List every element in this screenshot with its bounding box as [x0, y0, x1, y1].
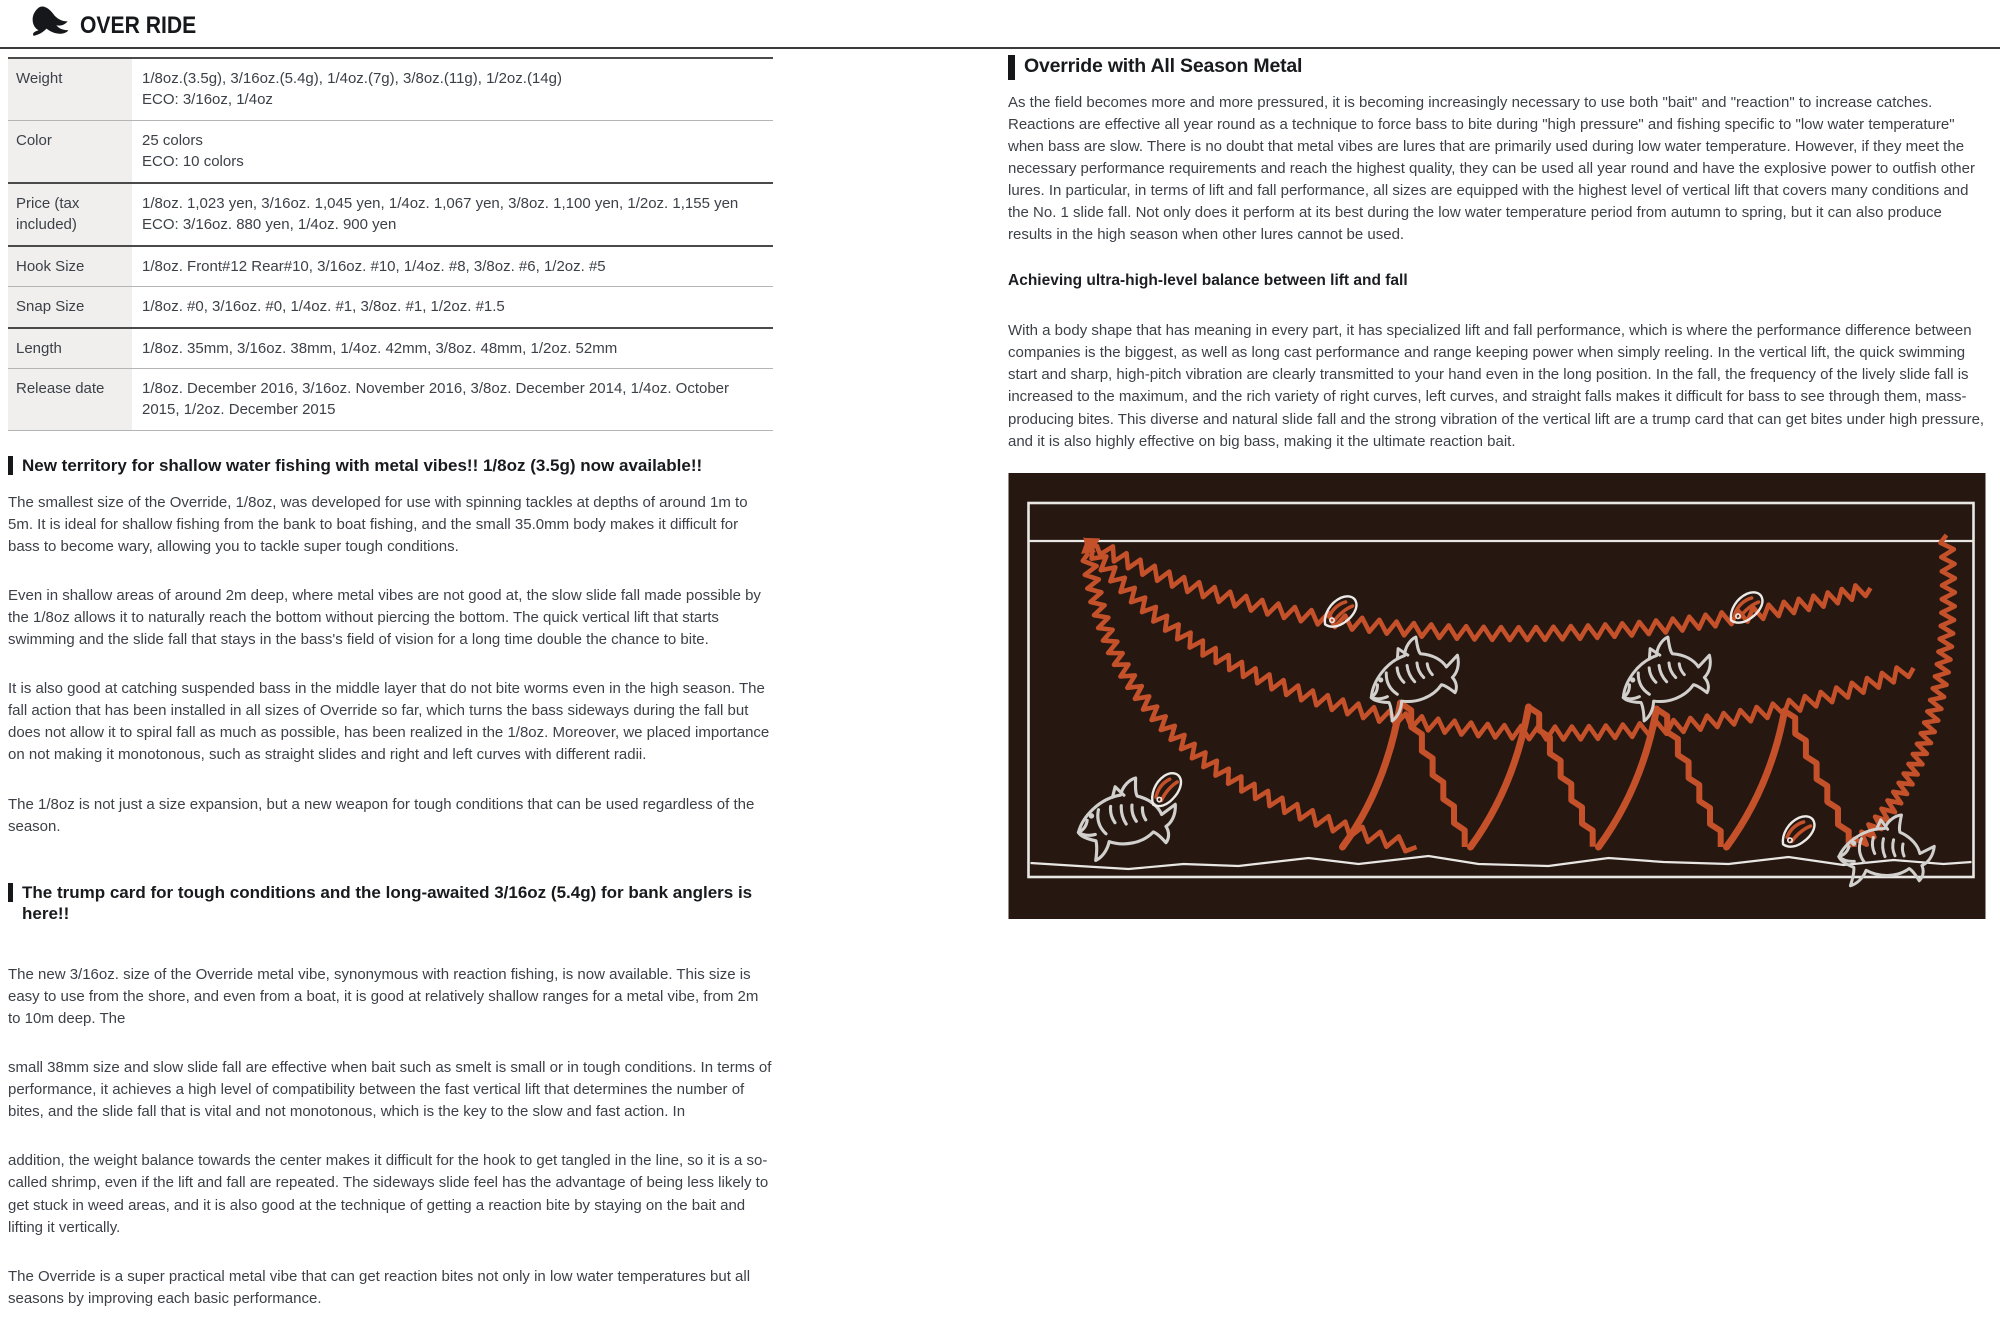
- paragraph: Even in shallow areas of around 2m deep, where metal vibes are not good at, the slow slide fall made possible by the 1/8oz allows it to naturally reach the bottom without piercing the bottom. The quick vertical lift that starts swimming and the slide fall that stays in the bass's field of vision for a long time double the chance to bite.: [8, 587, 761, 649]
- page-header: [0, 0, 2000, 49]
- heading-bar: [8, 883, 13, 902]
- spec-label: Color: [8, 120, 132, 182]
- table-row: [8, 328, 773, 369]
- paragraph: With a body shape that has meaning in every part, it has specialized lift and fall performance, which is where the performance difference between companies is the biggest, as well as long cast performance and range keeping power when simply reeling. In the vertical lift, the quick swimming start and sharp, high-pitch vibration are clearly transmitted to your hand even in the long position. In the fall, the frequency of the lively slide fall is increased to the maximum, and the rich variety of right curves, left curves, and straight falls makes it difficult for bass to see through them, mass-producing bites. This diverse and natural slide fall and the strong vibration of the vertical lift are a trump card that can get bites under high pressure, and it is also highly effective on big bass, making it the ultimate reaction bait.: [1008, 322, 1985, 450]
- right-column: [1008, 55, 1986, 919]
- brand: [28, 4, 212, 47]
- spec-label: Release date: [8, 368, 132, 430]
- spec-value: 1/8oz. 35mm, 3/16oz. 38mm, 1/4oz. 42mm, 3/8oz. 48mm, 1/2oz. 52mm: [132, 328, 773, 369]
- spec-label: Length: [8, 328, 132, 369]
- subheading-lift-and-fall: Achieving ultra-high-level balance between lift and fall: [1008, 272, 1408, 290]
- spec-label: Hook Size: [8, 246, 132, 287]
- table-row: [8, 120, 773, 182]
- bird-logo-icon: [28, 4, 70, 47]
- table-row: [8, 58, 773, 120]
- spec-table: [8, 57, 773, 431]
- spec-value: 1/8oz.(3.5g), 3/16oz.(5.4g), 1/4oz.(7g), 3/8oz.(11g), 1/2oz.(14g) ECO: 3/16oz, 1/4oz: [142, 70, 562, 109]
- spec-value: 25 colors ECO: 10 colors: [132, 120, 773, 182]
- spec-label: Weight: [8, 58, 132, 120]
- spec-label: Price (tax included): [8, 183, 132, 246]
- paragraph: addition, the weight balance towards the center makes it difficult for the hook to get tangled in the line, so it is a so-called shrimp, even if the lift and fall are repeated. The sideways slide feel has the advantage of being less likely to get stuck in weed areas, and it is also good at the technique of getting a reaction bite by staying on the bait and lifting it vertically.: [8, 1152, 769, 1236]
- section-heading-trump-card: The trump card for tough conditions and the long-awaited 3/16oz (5.4g) for bank anglers is here!!: [8, 882, 773, 925]
- paragraph: The 1/8oz is not just a size expansion, but a new weapon for tough conditions that can be used regardless of the season.: [8, 795, 755, 835]
- table-row: [8, 287, 773, 328]
- paragraph: It is also good at catching suspended bass in the middle layer that do not bite worms even in the high season. The fall action that has been installed in all sizes of Override so far, which turns the bass sideways during the fall but does not allow it to spiral fall as much as possible, has been realized in the 1/8oz. Moreover, we placed importance on not making it monotonous, such as straight slides and right and left curves with different radii.: [8, 680, 770, 764]
- paragraph: The Override is a super practical metal vibe that can get reaction bites not only in low water temperatures but all seasons by improving each basic performance.: [8, 1267, 751, 1307]
- paragraph: The smallest size of the Override, 1/8oz, was developed for use with spinning tackles at depths of around 1m to 5m. It is ideal for shallow fishing from the bank to boat fishing, and the small 35.0mm body makes it difficult for bass to become wary, allowing you to tackle super tough conditions.: [8, 494, 748, 556]
- spec-value: 1/8oz. #0, 3/16oz. #0, 1/4oz. #1, 3/8oz. #1, 1/2oz. #1.5: [132, 287, 773, 328]
- spec-value: 1/8oz. Front#12 Rear#10, 3/16oz. #10, 1/4oz. #8, 3/8oz. #6, 1/2oz. #5: [132, 246, 773, 287]
- section-heading-all-season-metal: Override with All Season Metal: [1008, 55, 1986, 80]
- left-column: [8, 57, 773, 1337]
- table-row: [8, 246, 773, 287]
- spec-label: Snap Size: [8, 287, 132, 328]
- heading-bar: [1008, 55, 1015, 80]
- heading-bar: [8, 456, 13, 475]
- table-row: [8, 368, 773, 430]
- spec-value: 1/8oz. December 2016, 3/16oz. November 2016, 3/8oz. December 2014, 1/4oz. October 2015, 1/2oz. December 2015: [132, 368, 773, 430]
- section-heading-shallow-water: New territory for shallow water fishing with metal vibes!! 1/8oz (3.5g) now available!!: [8, 455, 773, 476]
- paragraph: As the field becomes more and more pressured, it is becoming increasingly necessary to use both "bait" and "reaction" to increase catches. Reactions are effective all year round as a technique to force bass to bite during "high pressure" and fishing specific to "low water temperature" when bass are slow. There is no doubt that metal vibes are lures that are primarily used during low water temperature. However, if they meet the necessary performance requirements and reach the highest quality, they can be used all year round and have the explosive power to outfish other lures. In particular, in terms of lift and fall performance, all sizes are equipped with the highest level of vertical lift that covers many conditions and the No. 1 slide fall. Not only does it perform at its best during the low water temperature period from autumn to spring, but it can also produce results in the high season when other lures cannot be used.: [1008, 94, 1975, 244]
- paragraph: small 38mm size and slow slide fall are effective when bait such as smelt is small or in tough conditions. In terms of performance, it achieves a high level of compatibility between the fast vertical lift that determines the number of bites, and the slide fall that is vital and not monotonous, which is the key to the slow and fast action. In: [8, 1059, 772, 1121]
- action-diagram: [1008, 473, 1986, 919]
- spec-value: 1/8oz. 1,023 yen, 3/16oz. 1,045 yen, 1/4oz. 1,067 yen, 3/8oz. 1,100 yen, 1/2oz. 1,155 yen ECO: 3/16oz. 880 yen, 1/4oz. 900 yen: [132, 183, 773, 246]
- brand-name: OVER RIDE: [80, 11, 197, 39]
- paragraph: The new 3/16oz. size of the Override metal vibe, synonymous with reaction fishing, is now available. This size is easy to use from the shore, and even from a boat, it is good at relatively shallow ranges for a metal vibe, from 2m to 10m deep. The: [8, 966, 759, 1028]
- table-row: [8, 183, 773, 246]
